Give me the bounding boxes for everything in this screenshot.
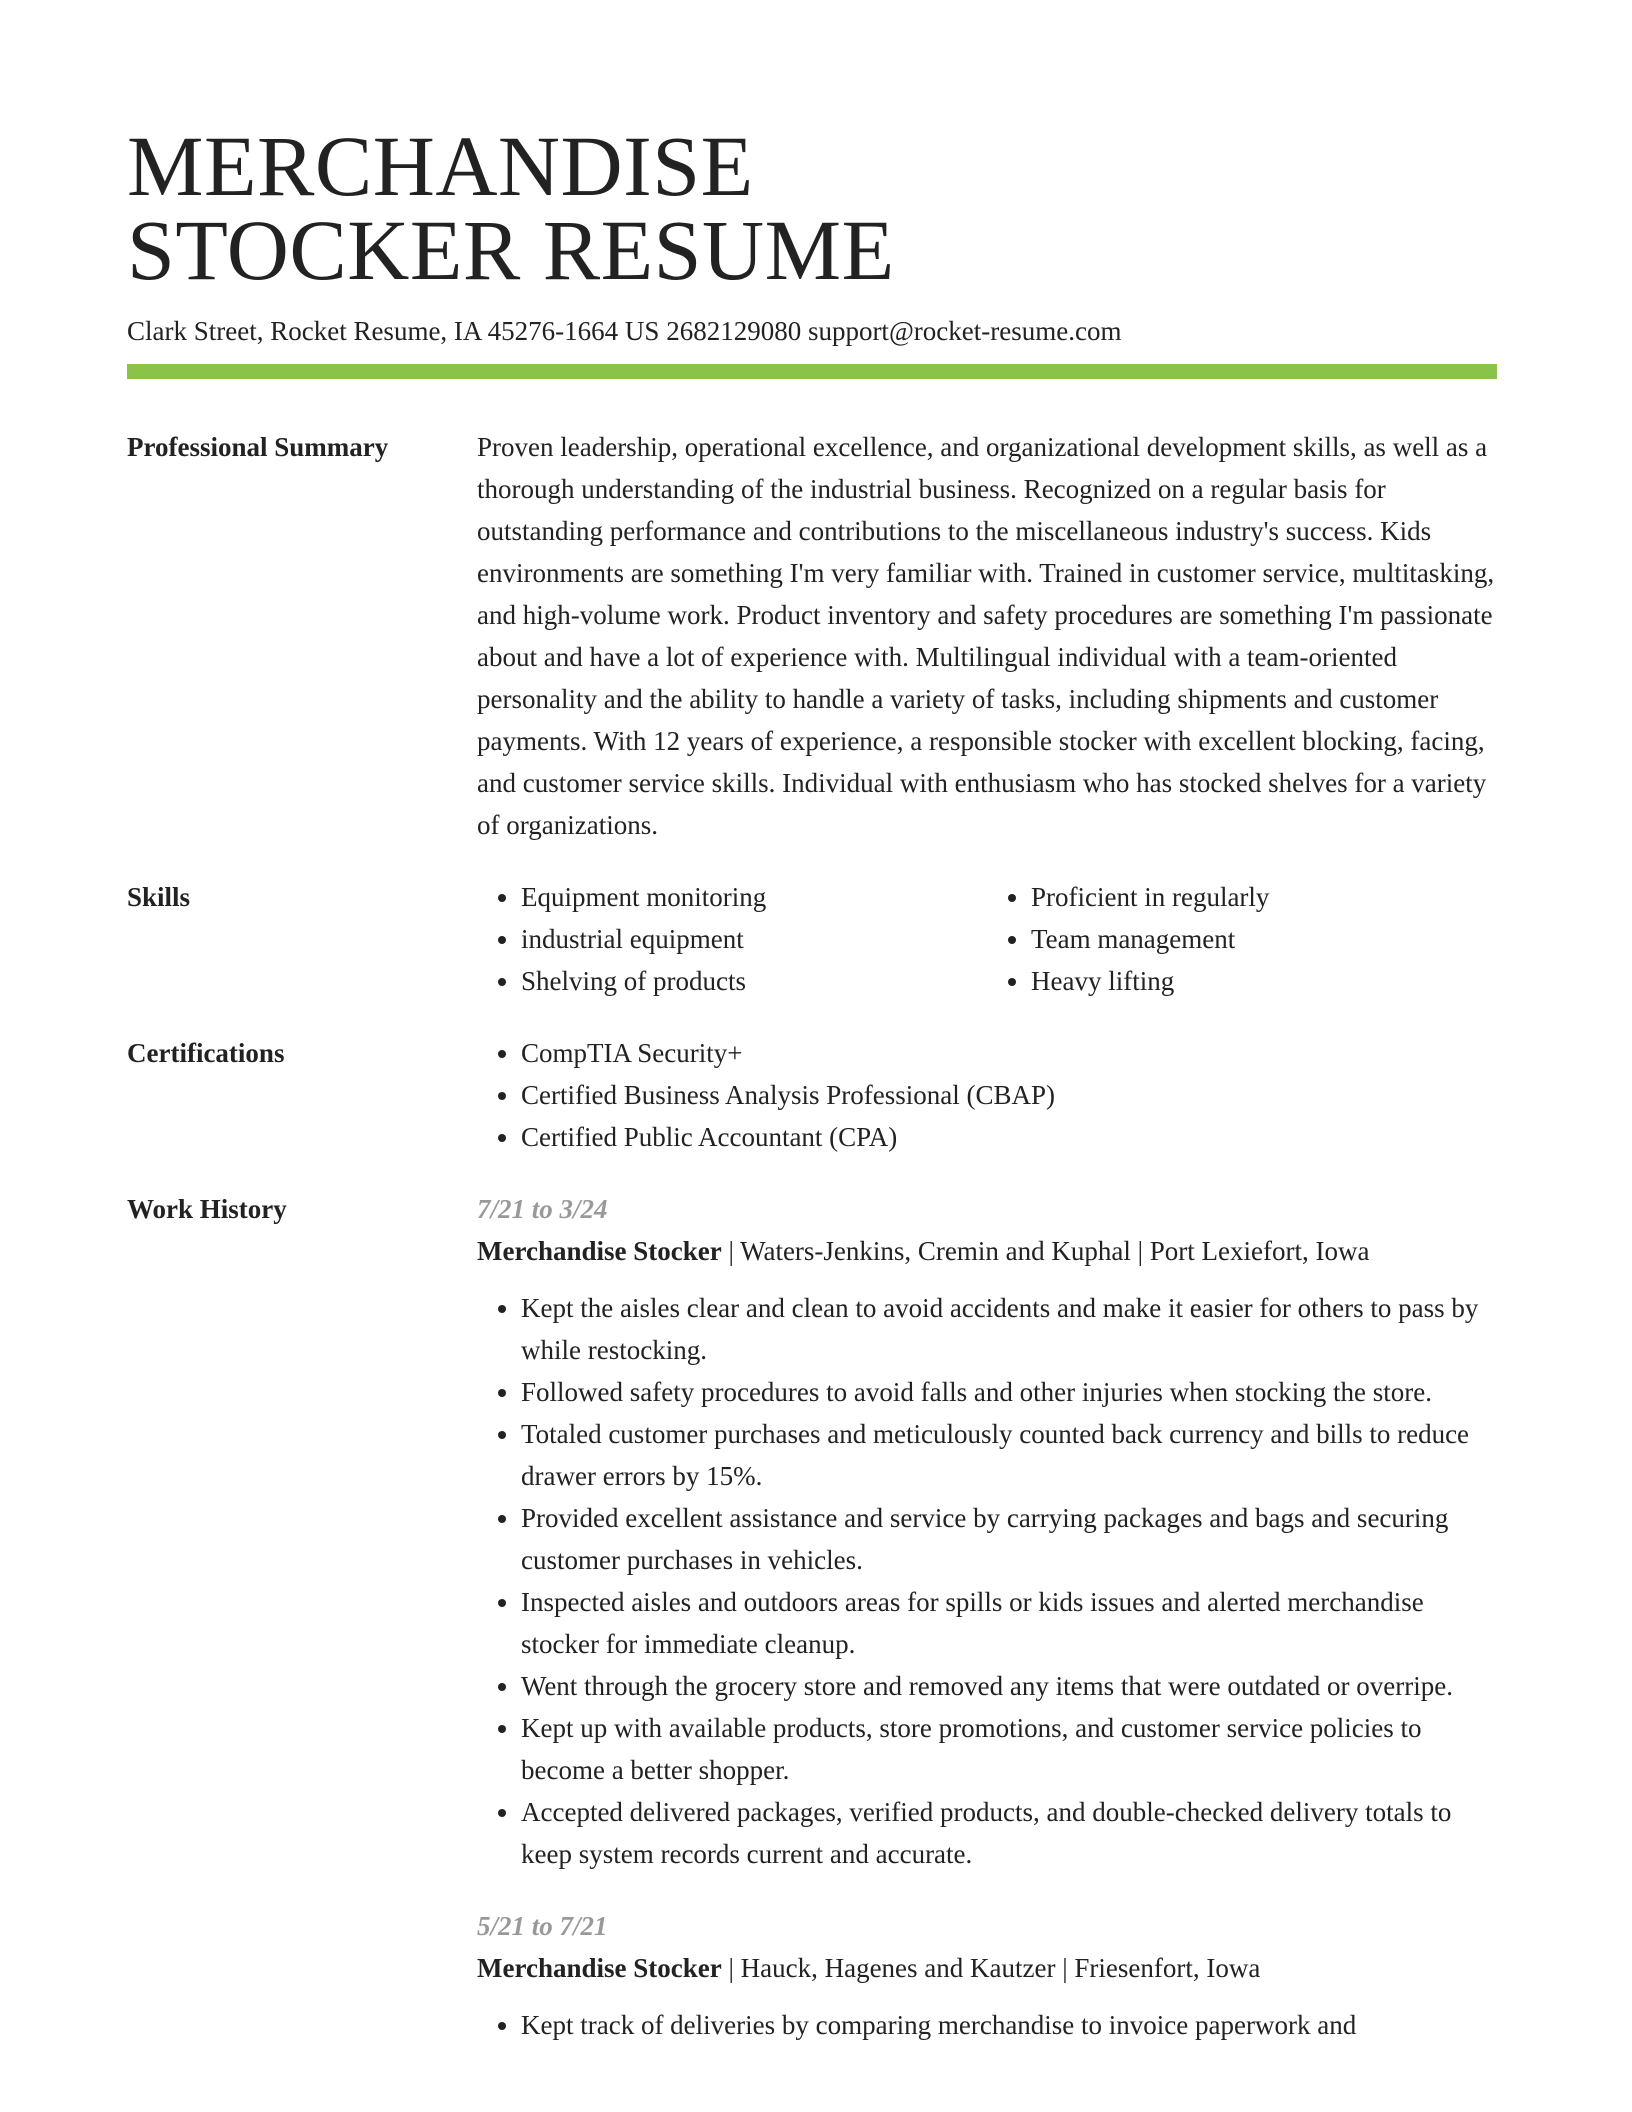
job-bullet-list [477,1287,1497,1875]
certification-item: • Certified Public Accountant (CPA) [521,1116,1497,1158]
job-bullet: • Accepted delivered packages, verified products, and double-checked delivery totals to keep system records current and accurate. [521,1791,1497,1875]
job-dates: 5/21 to 7/21 [477,1911,608,1941]
certification-item: • CompTIA Security+ [521,1032,1497,1074]
section-label-skills: Skills [127,882,191,912]
job-bullet: • Inspected aisles and outdoors areas for spills or kids issues and alerted merchandise stocker for immediate cleanup. [521,1581,1497,1665]
contact-line [127,314,1497,348]
job-bullet: • Kept up with available products, store promotions, and customer service policies to become a better shopper. [521,1707,1497,1791]
contact-address: Clark Street, Rocket Resume, IA 45276-1664 US [127,316,660,346]
job-dates: 7/21 to 3/24 [477,1194,608,1224]
title-line-1: MERCHANDISE [127,118,754,214]
job-title-line [477,1947,1497,1989]
job-bullet-list [477,2004,1497,2046]
contact-phone: 2682129080 [666,316,802,346]
skill-item: • Proficient in regularly [1031,876,1497,918]
work-history-body [477,1188,1497,2046]
skills-column-2 [987,876,1497,1002]
job-title: Merchandise Stocker [477,1236,722,1266]
job-bullet: • Kept track of deliveries by comparing merchandise to invoice paperwork and [521,2004,1497,2046]
skill-item: • Heavy lifting [1031,960,1497,1002]
resume-title [127,118,1497,298]
job-bullet: • Went through the grocery store and removed any items that were outdated or overripe. [521,1665,1497,1707]
job-entry [477,1188,1497,1875]
job-bullet: • Provided excellent assistance and service by carrying packages and bags and securing customer purchases in vehicles. [521,1497,1497,1581]
skill-item: • Equipment monitoring [521,876,987,918]
skills-section [127,876,1497,1002]
certifications-section [127,1032,1497,1158]
job-title: Merchandise Stocker [477,1953,722,1983]
job-bullet: • Followed safety procedures to avoid falls and other injuries when stocking the store. [521,1371,1497,1413]
certifications-list [477,1032,1497,1158]
job-entry [477,1905,1497,2046]
summary-text: Proven leadership, operational excellence, and organizational development skills, as well as a thorough understanding of the industrial business. Recognized on a regular basis for outstanding performance and contributions to the miscellaneous industry's success. Kids environments are something I'm very familiar with. Trained in customer service, multitasking, and high-volume work. Product inventory and safety procedures are something I'm passionate about and have a lot of experience with. Multilingual individual with a team-oriented personality and the ability to handle a variety of tasks, including shipments and customer payments. With 12 years of experience, a responsible stocker with excellent blocking, facing, and customer service skills. Individual with enthusiasm who has stocked shelves for a variety of organizations. [477,432,1495,840]
job-title-line [477,1230,1497,1272]
skill-item: • Shelving of products [521,960,987,1002]
certifications-body [477,1032,1497,1158]
certification-item: • Certified Business Analysis Professional (CBAP) [521,1074,1497,1116]
professional-summary-section [127,426,1497,846]
accent-divider [127,364,1497,379]
job-bullet: • Kept the aisles clear and clean to avoid accidents and make it easier for others to pass by while restocking. [521,1287,1497,1371]
section-label-summary: Professional Summary [127,432,389,462]
skills-grid [477,876,1497,1002]
resume-page [127,118,1497,2046]
job-details: | Hauck, Hagenes and Kautzer | Friesenfort, Iowa [721,1953,1261,1983]
job-details: | Waters-Jenkins, Cremin and Kuphal | Port Lexiefort, Iowa [721,1236,1370,1266]
section-label-work-history: Work History [127,1194,287,1224]
skill-item: • industrial equipment [521,918,987,960]
job-bullet: • Totaled customer purchases and meticulously counted back currency and bills to reduce drawer errors by 15%. [521,1413,1497,1497]
title-line-2: STOCKER RESUME [127,202,895,298]
skill-item: • Team management [1031,918,1497,960]
work-history-section [127,1188,1497,2046]
contact-email[interactable]: support@rocket-resume.com [807,316,1122,346]
skills-column-1 [477,876,987,1002]
section-label-certifications: Certifications [127,1038,285,1068]
